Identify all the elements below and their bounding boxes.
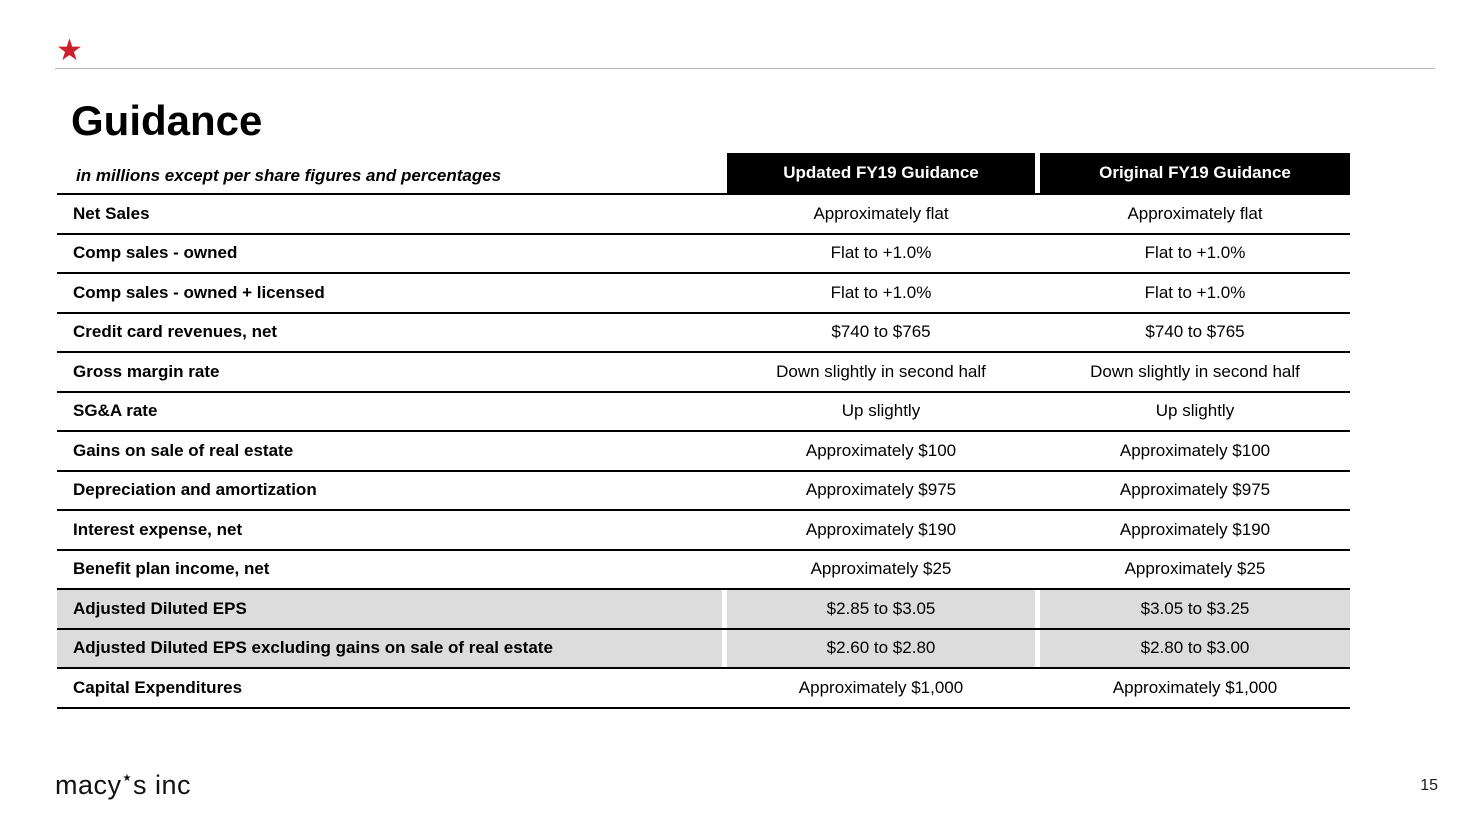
logo-text-pre: macy xyxy=(55,770,122,800)
column-header-original-fy19: Original FY19 Guidance xyxy=(1040,153,1350,193)
updated-guidance-value: $740 to $765 xyxy=(831,322,931,342)
original-guidance-value: Approximately $100 xyxy=(1119,440,1271,460)
original-guidance-value: Up slightly xyxy=(1155,401,1235,421)
table-row xyxy=(57,235,1350,275)
logo-star-icon: ★ xyxy=(122,773,132,784)
page-title: Guidance xyxy=(71,97,263,144)
logo-text-post: s inc xyxy=(132,770,192,800)
table-row xyxy=(57,630,1350,670)
table-row xyxy=(57,590,1350,630)
units-note: in millions except per share figures and percentages xyxy=(76,166,502,185)
original-guidance-value: $3.05 to $3.25 xyxy=(1040,590,1350,628)
updated-guidance-value: Up slightly xyxy=(841,401,921,421)
table-row xyxy=(57,432,1350,472)
row-label: Adjusted Diluted EPS excluding gains on sale of real estate xyxy=(57,630,722,668)
updated-guidance-value: Approximately $100 xyxy=(805,440,957,460)
row-label: Capital Expenditures xyxy=(73,677,243,697)
updated-guidance-value: Down slightly in second half xyxy=(776,361,986,381)
updated-guidance-value: Flat to +1.0% xyxy=(830,243,932,263)
table-header-row xyxy=(57,153,1350,193)
table-body xyxy=(57,193,1350,709)
original-guidance-value: Approximately $1,000 xyxy=(1112,677,1278,697)
guidance-table xyxy=(57,153,1350,709)
updated-guidance-value: Approximately $25 xyxy=(810,559,952,579)
table-row xyxy=(57,551,1350,591)
original-guidance-value: Approximately flat xyxy=(1127,203,1263,223)
table-row xyxy=(57,195,1350,235)
original-guidance-value: $740 to $765 xyxy=(1145,322,1245,342)
macys-inc-logo xyxy=(55,770,191,801)
original-guidance-value: Flat to +1.0% xyxy=(1144,243,1246,263)
row-label: Gains on sale of real estate xyxy=(73,440,294,460)
row-label: Adjusted Diluted EPS xyxy=(57,590,722,628)
updated-guidance-value: $2.85 to $3.05 xyxy=(727,590,1035,628)
original-guidance-value: Approximately $975 xyxy=(1119,480,1271,500)
row-label: Comp sales - owned xyxy=(73,243,238,263)
table-row xyxy=(57,314,1350,354)
updated-guidance-value: Approximately $190 xyxy=(805,519,957,539)
original-guidance-value: Down slightly in second half xyxy=(1090,361,1300,381)
original-guidance-value: $2.80 to $3.00 xyxy=(1040,630,1350,668)
row-label: SG&A rate xyxy=(73,401,158,421)
table-row xyxy=(57,274,1350,314)
table-row xyxy=(57,393,1350,433)
table-row xyxy=(57,353,1350,393)
table-row xyxy=(57,511,1350,551)
page-number: 15 xyxy=(1420,777,1438,794)
macys-star-icon: ★ xyxy=(56,34,83,67)
original-guidance-value: Approximately $25 xyxy=(1124,559,1266,579)
updated-guidance-value: Flat to +1.0% xyxy=(830,282,932,302)
table-row xyxy=(57,472,1350,512)
top-divider xyxy=(55,68,1435,69)
row-label: Credit card revenues, net xyxy=(73,322,278,342)
row-label: Depreciation and amortization xyxy=(73,480,317,500)
row-label: Gross margin rate xyxy=(73,361,220,381)
original-guidance-value: Flat to +1.0% xyxy=(1144,282,1246,302)
updated-guidance-value: Approximately $975 xyxy=(805,480,957,500)
row-label: Benefit plan income, net xyxy=(73,559,270,579)
table-row xyxy=(57,669,1350,709)
updated-guidance-value: Approximately flat xyxy=(813,203,949,223)
row-label: Comp sales - owned + licensed xyxy=(73,282,325,302)
row-label: Interest expense, net xyxy=(73,519,243,539)
updated-guidance-value: Approximately $1,000 xyxy=(798,677,964,697)
row-label: Net Sales xyxy=(73,203,150,223)
original-guidance-value: Approximately $190 xyxy=(1119,519,1271,539)
updated-guidance-value: $2.60 to $2.80 xyxy=(727,630,1035,668)
column-header-updated-fy19: Updated FY19 Guidance xyxy=(727,153,1035,193)
